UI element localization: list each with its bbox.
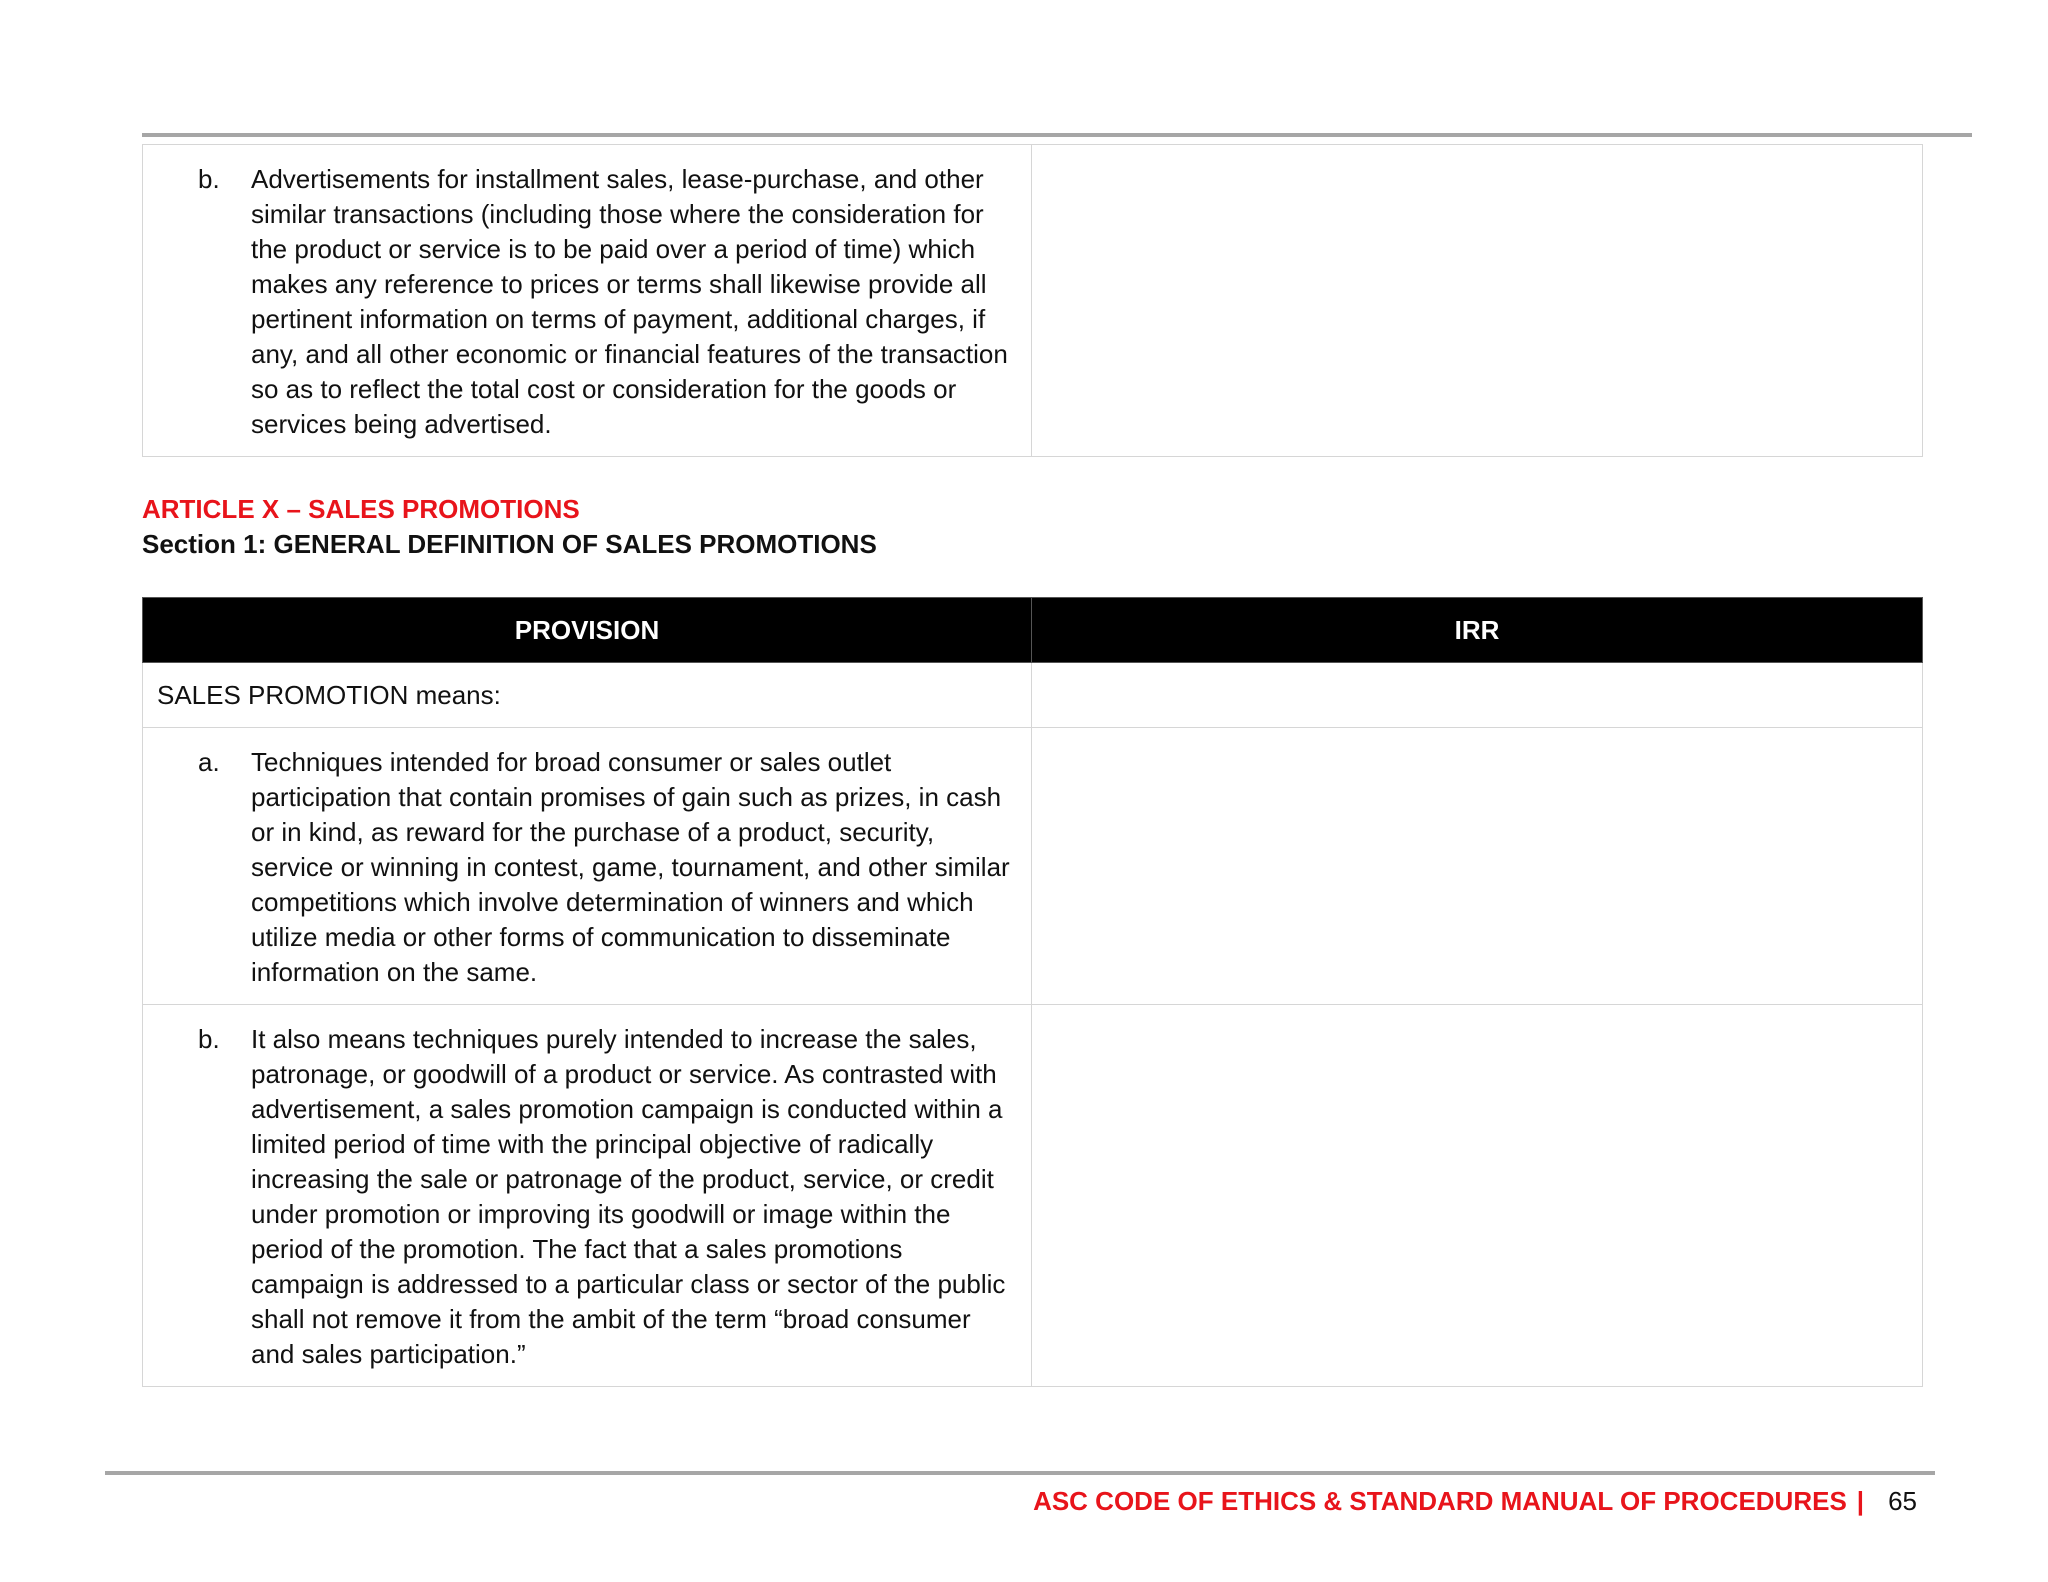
provision-text: It also means techniques purely intended to increase the sales, patronage, or goodwill of a product or service. As contrasted with advertisement, a sales promotion campaign is conducted within a limited period of time with the principal objective of radically increasing the sale or patronage of the product, service, or credit under promotion or improving its goodwill or image within the period of the promotion. The fact that a sales promotions campaign is addressed to a particular class or sector of the public shall not remove it from the ambit of the term “broad consumer and sales participation.”	[251, 1024, 1006, 1369]
list-item	[143, 145, 1031, 456]
footer-separator: |	[1856, 1486, 1865, 1516]
manual-title: ASC CODE OF ETHICS & STANDARD MANUAL OF PROCEDURES	[1033, 1486, 1847, 1516]
table-row	[143, 663, 1923, 728]
provision-table	[142, 597, 1923, 1387]
section-title: Section 1: GENERAL DEFINITION OF SALES PROMOTIONS	[142, 529, 877, 559]
irr-cell	[1032, 663, 1923, 728]
table-header-row	[143, 598, 1923, 663]
page-footer	[1033, 1485, 1917, 1517]
table-row	[143, 728, 1923, 1005]
table-row	[143, 1005, 1923, 1387]
intro-cell: SALES PROMOTION means:	[143, 663, 1032, 728]
provision-cell	[143, 1005, 1032, 1387]
provision-cell	[143, 145, 1032, 457]
irr-cell	[1032, 728, 1923, 1005]
column-header-provision: PROVISION	[143, 598, 1032, 663]
list-marker: b.	[198, 164, 220, 194]
page-number: 65	[1888, 1486, 1917, 1516]
table-row	[143, 145, 1923, 457]
provision-cell	[143, 728, 1032, 1005]
irr-cell	[1032, 1005, 1923, 1387]
header-rule	[142, 133, 1972, 137]
continuation-table	[142, 144, 1923, 457]
column-header-irr: IRR	[1032, 598, 1923, 663]
provision-text: Advertisements for installment sales, lease-purchase, and other similar transactions (including those where the consideration for the product or service is to be paid over a period of time) which makes any reference to prices or terms shall likewise provide all pertinent information on terms of payment, additional charges, if any, and all other economic or financial features of the transaction so as to reflect the total cost or consideration for the goods or services being advertised.	[251, 164, 1008, 439]
provision-text: Techniques intended for broad consumer or sales outlet participation that contain promises of gain such as prizes, in cash or in kind, as reward for the purchase of a product, security, service or winning in contest, game, tournament, and other similar competitions which involve determination of winners and which utilize media or other forms of communication to disseminate information on the same.	[251, 747, 1010, 987]
footer-rule	[105, 1471, 1935, 1475]
irr-cell	[1032, 145, 1923, 457]
list-marker: b.	[198, 1024, 220, 1054]
article-title: ARTICLE X – SALES PROMOTIONS	[142, 494, 580, 524]
list-item	[143, 1005, 1031, 1386]
list-marker: a.	[198, 747, 220, 777]
list-item	[143, 728, 1031, 1004]
